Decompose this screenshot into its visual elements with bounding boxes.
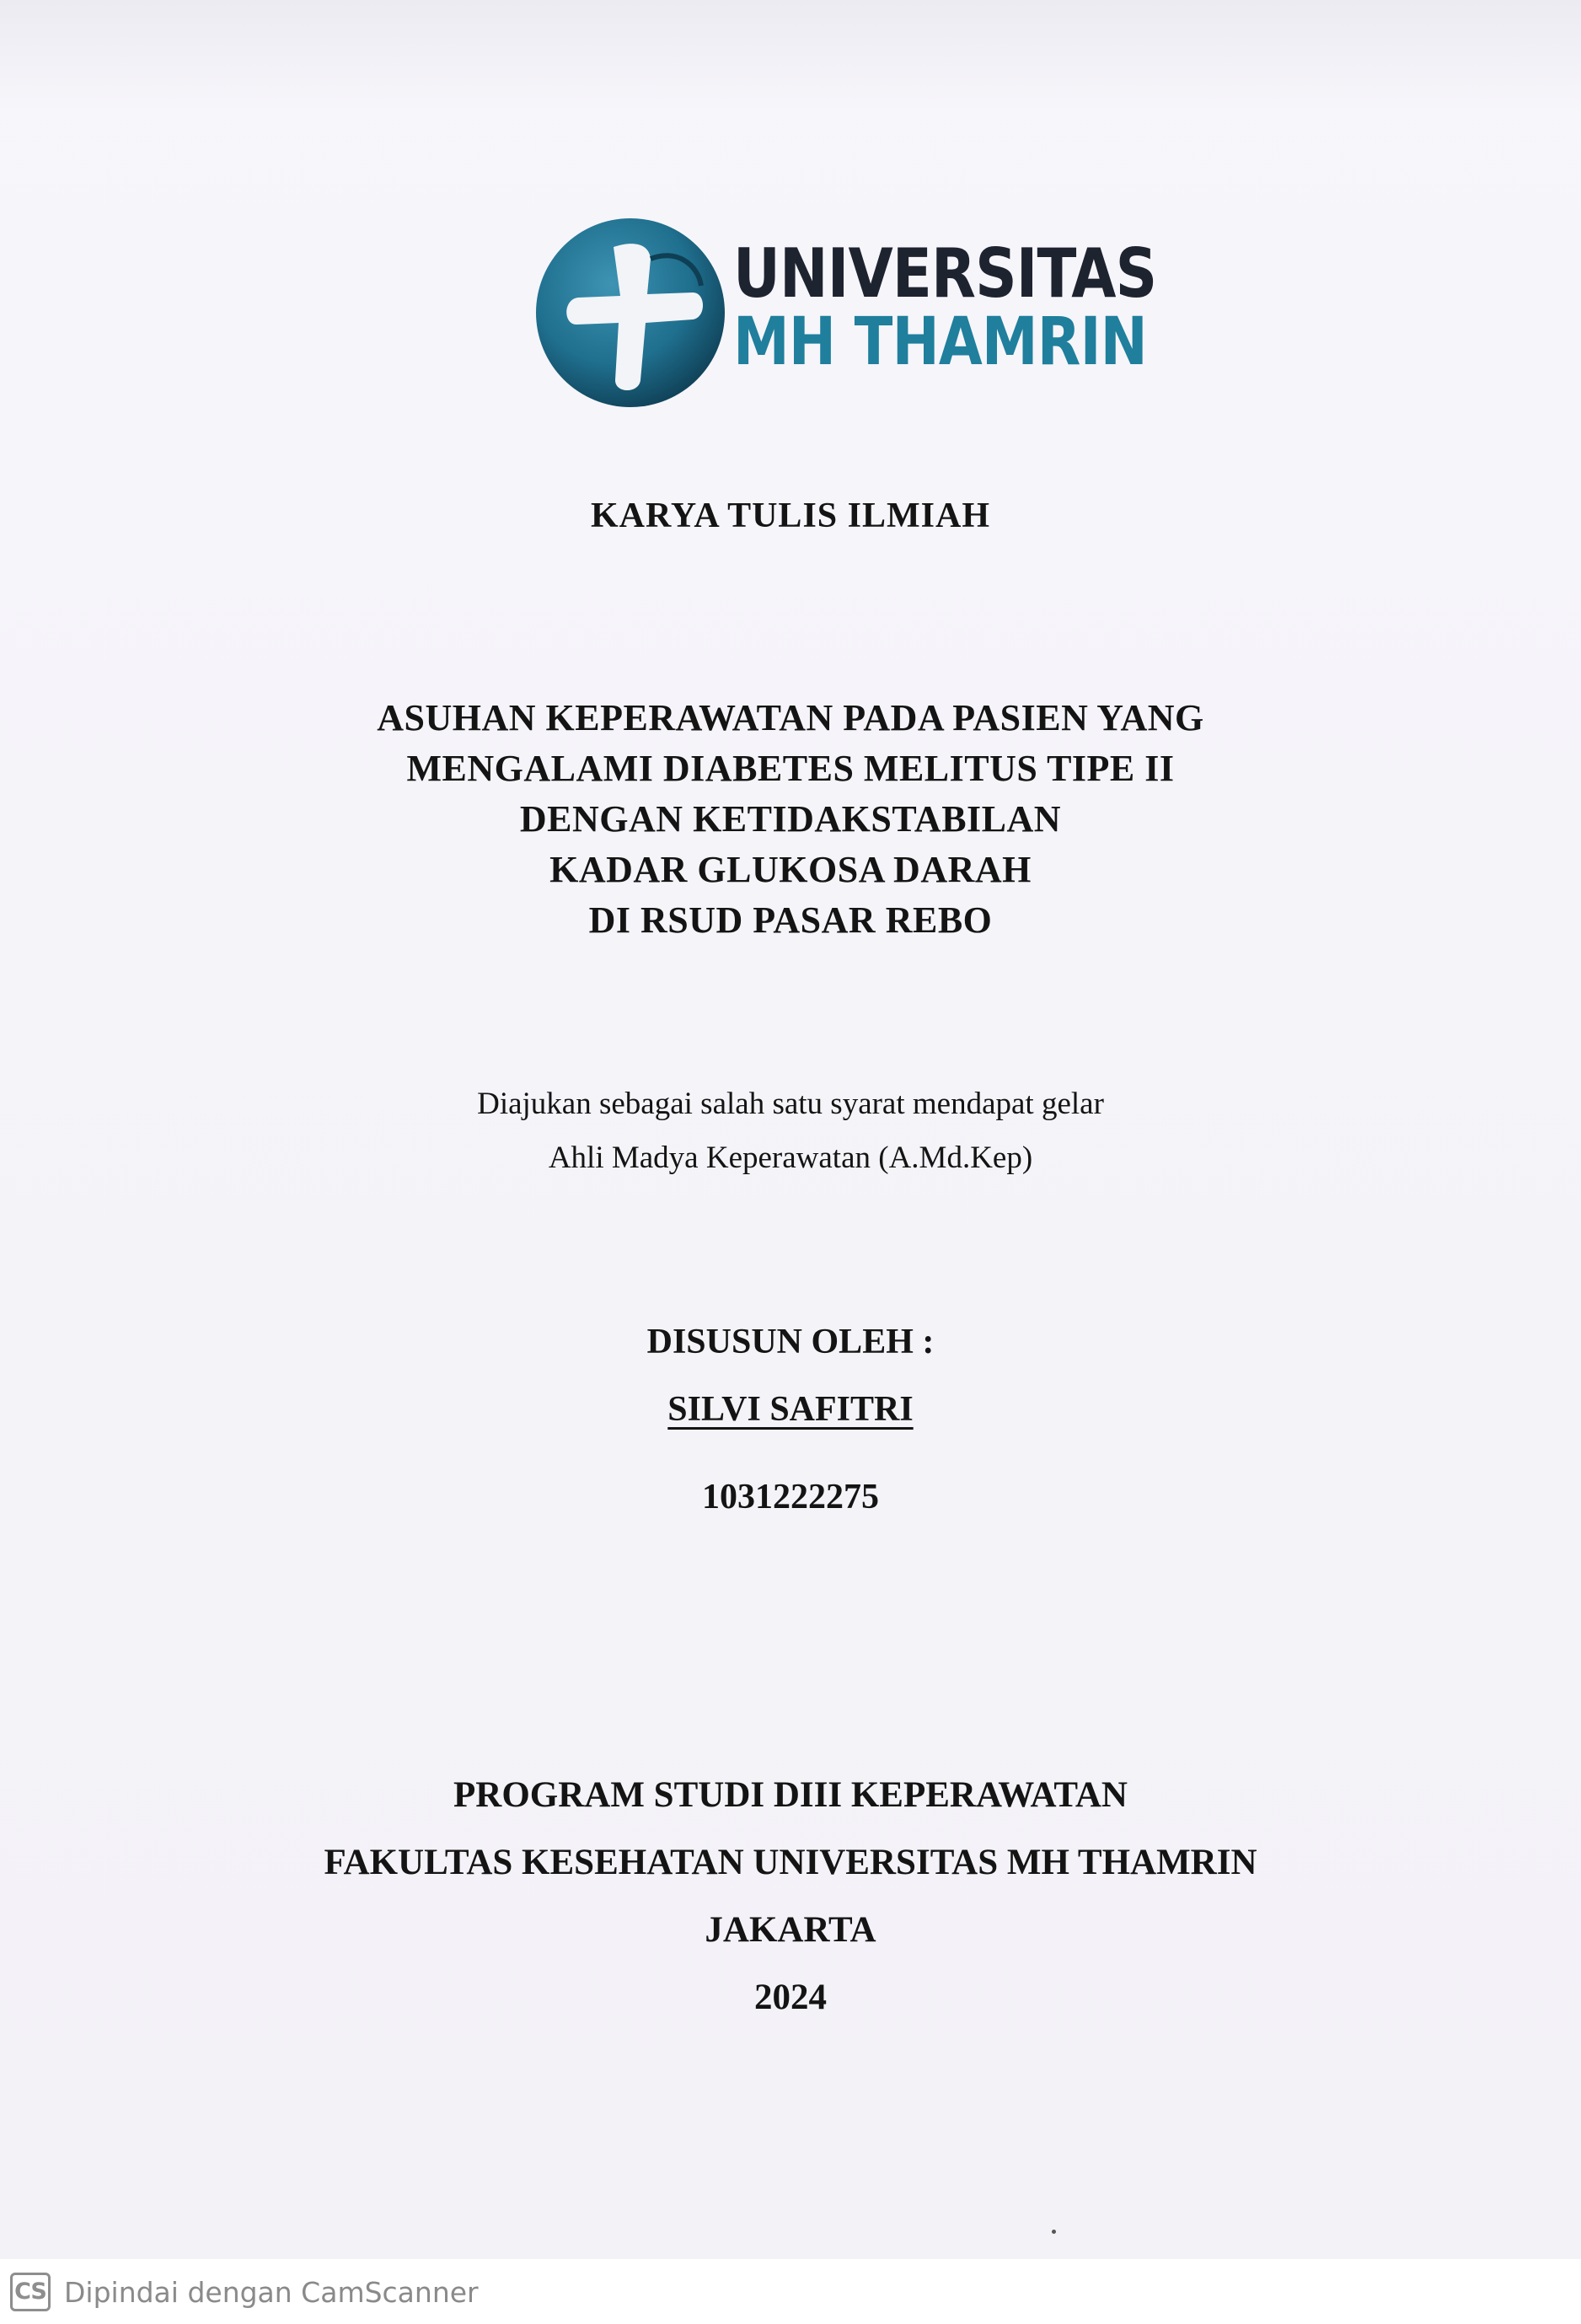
title-line-5: DI RSUD PASAR REBO bbox=[588, 899, 993, 941]
camscanner-logo-icon: CS bbox=[10, 2273, 51, 2311]
author-label: DISUSUN OLEH : bbox=[646, 1323, 935, 1361]
author-name: SILVI SAFITRI bbox=[667, 1390, 914, 1429]
scanner-watermark-text: Dipindai dengan CamScanner bbox=[64, 2276, 479, 2309]
scan-speck bbox=[1052, 2230, 1056, 2234]
year: 2024 bbox=[754, 1978, 827, 2017]
document-type-heading: KARYA TULIS ILMIAH bbox=[591, 496, 990, 535]
student-id: 1031222275 bbox=[702, 1478, 879, 1516]
title-line-4: KADAR GLUKOSA DARAH bbox=[549, 849, 1032, 890]
university-cross-emblem-icon bbox=[533, 215, 728, 411]
title-line-1: ASUHAN KEPERAWATAN PADA PASIEN YANG bbox=[377, 697, 1204, 738]
title-line-2: MENGALAMI DIABETES MELITUS TIPE II bbox=[406, 748, 1175, 789]
title-line-3: DENGAN KETIDAKSTABILAN bbox=[519, 798, 1062, 840]
logo-line-mh-thamrin: MH THAMRIN bbox=[733, 304, 1147, 380]
degree-purpose bbox=[0, 1077, 1581, 1185]
purpose-line-2: Ahli Madya Keperawatan (A.Md.Kep) bbox=[548, 1141, 1033, 1175]
institution-block bbox=[0, 1762, 1581, 2031]
purpose-line-1: Diajukan sebagai salah satu syarat mendapat gelar bbox=[477, 1087, 1104, 1121]
author-name-row bbox=[0, 1389, 1581, 1430]
city: JAKARTA bbox=[705, 1910, 876, 1950]
scanner-watermark-bar bbox=[0, 2259, 1581, 2324]
logo-line-universitas: UNIVERSITAS bbox=[733, 234, 1157, 313]
university-logo bbox=[533, 215, 1157, 417]
study-program: PROGRAM STUDI DIII KEPERAWATAN bbox=[453, 1775, 1128, 1815]
thesis-title bbox=[0, 693, 1581, 946]
faculty-name: FAKULTAS KESEHATAN UNIVERSITAS MH THAMRIN bbox=[324, 1843, 1257, 1882]
logo-wordmark bbox=[733, 234, 1225, 380]
